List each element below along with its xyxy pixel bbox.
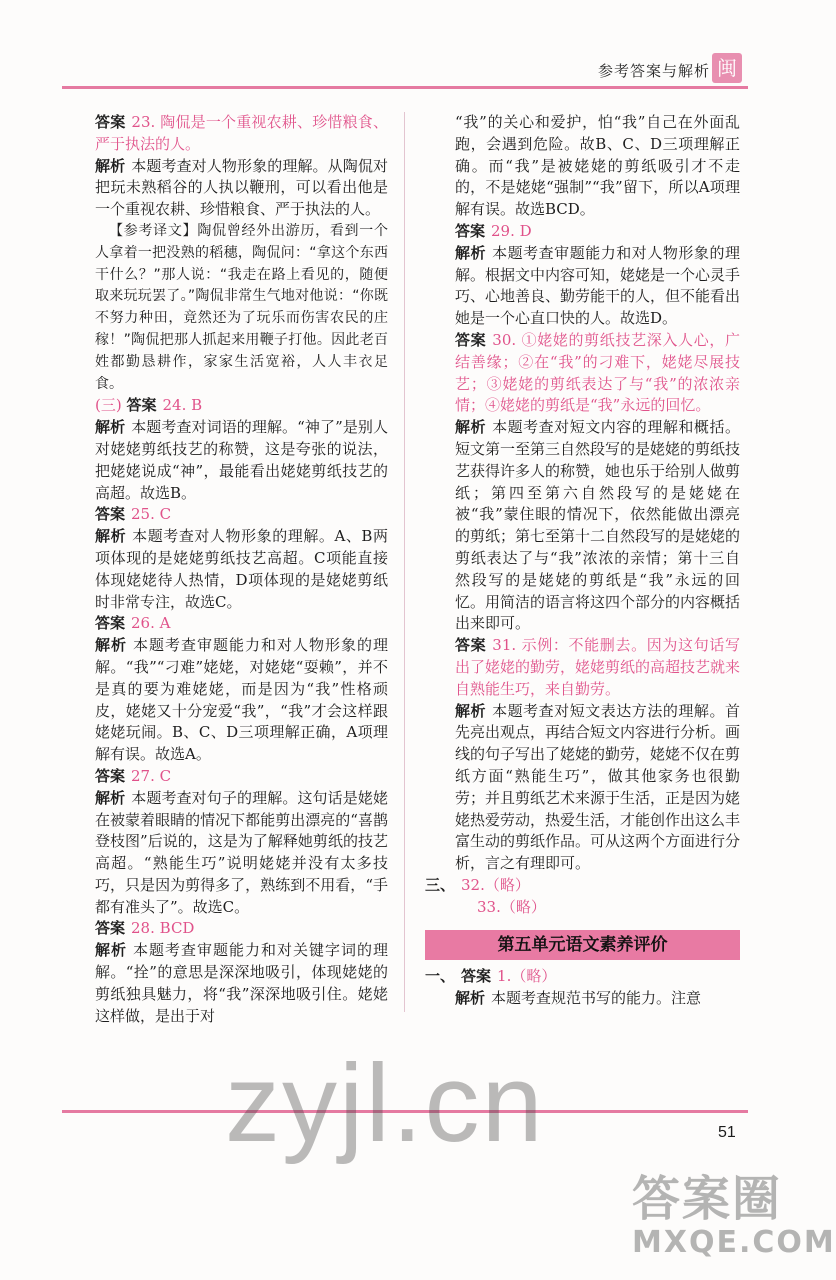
explanation-label: 解析 [455, 243, 487, 262]
answer-label: 答案 [126, 396, 157, 415]
answer-28 [95, 918, 388, 940]
explanation-30 [455, 417, 740, 635]
question-text: 32.（略） [461, 875, 530, 894]
left-column [95, 112, 388, 1027]
answer-label: 答案 [455, 221, 486, 240]
explanation-29 [455, 243, 740, 330]
answer-label: 答案 [455, 330, 487, 349]
answer-30 [455, 330, 740, 417]
explanation-31 [455, 701, 740, 875]
explanation-27 [95, 788, 388, 919]
explanation-text: 本题考查审题能力和对人物形象的理解。根据文中内容可知，姥姥是一个心灵手巧、心地善良、勤劳能干的人，但不能看出她是一个心直口快的人。故选D。 [455, 243, 741, 328]
explanation-text: 本题考查对词语的理解。“神了”是别人对姥姥剪纸技艺的称赞，这是夸张的说法，把姥姥说成“神”，最能看出姥姥剪纸技艺的高超。故选B。 [95, 418, 388, 502]
answer-text: 30. ①姥姥的剪纸技艺深入人心，广结善缘；②在“我”的刁难下，姥姥尽展技艺；③姥姥的剪纸表达了与“我”的浓浓亲情；④姥姥的剪纸是“我”永远的回忆。 [455, 330, 740, 415]
question-32 [425, 875, 740, 897]
unit-banner: 第五单元语文素养评价 [425, 930, 740, 960]
answer-label: 答案 [95, 919, 126, 938]
explanation-text: 本题考查对短文内容的理解和概括。短文第一至第三自然段写的是姥姥的剪纸技艺获得许多人的称赞，她也乐于给别人做剪纸；第四至第六自然段写的是姥姥在被“我”蒙住眼的情况下，依然能做出漂亮的剪纸；第七至第十二自然段写的是姥姥的剪纸表达了与“我”浓浓的亲情；第十三自然段写的是姥姥的剪纸是“我”永远的回忆。用简洁的语言将这四个部分的内容概括出来即可。 [455, 418, 741, 633]
header-title: 参考答案与解析 [597, 62, 710, 80]
explanation-text: 本题考查对人物形象的理解。从陶侃对把玩未熟稻谷的人执以鞭刑，可以看出他是一个重视农耕、珍惜粮食、严于执法的人。 [95, 156, 388, 219]
answer-label: 答案 [95, 113, 126, 131]
explanation-label: 解析 [95, 418, 126, 437]
explanation-23 [95, 156, 388, 221]
explanation-text: 本题考查对短文表达方法的理解。首先亮出观点，再结合短文内容进行分析。画线的句子写出了姥姥的勤劳，姥姥不仅在剪纸方面“熟能生巧”，做其他家务也很勤劳；并且剪纸艺术来源于生活，正是因为姥姥热爱劳动，热爱生活，才能创作出这么丰富生动的剪纸作品。可从这两个方面进行分析，言之有理即可。 [455, 701, 741, 873]
explanation-text: 本题考查对句子的理解。这句话是姥姥在被蒙着眼睛的情况下都能剪出漂亮的“喜鹊登枝图”后说的，这是为了解释她剪纸的技艺高超。“熟能生巧”说明姥姥并没有太多技巧，只是因为剪得多了，熟练到不用看，“手都有准头了”。故选C。 [95, 788, 388, 916]
footer-rule [62, 1110, 748, 1113]
explanation-label: 解析 [95, 941, 127, 960]
answer-text: 31. 示例：不能删去。因为这句话写出了姥姥的勤劳，姥姥剪纸的高超技艺就来自熟能生巧，来自勤劳。 [455, 636, 741, 698]
answer-text: 28. BCD [131, 919, 195, 938]
explanation-26 [95, 635, 388, 766]
column-divider [404, 112, 405, 1012]
answer-text: 25. C [131, 505, 172, 524]
section-marker: 三、 [425, 875, 456, 894]
header-rule [62, 86, 748, 89]
answer-23 [95, 112, 388, 156]
explanation-label: 解析 [455, 989, 486, 1008]
explanation-text: 本题考查对人物形象的理解。A、B两项体现的是姥姥剪纸技艺高超。C项能直接体现姥姥待人热情，D项体现的是姥姥剪纸时非常专注，故选C。 [95, 527, 388, 611]
question-text: 33.（略） [477, 897, 546, 916]
explanation-24 [95, 417, 388, 504]
explanation-label: 解析 [95, 788, 126, 807]
explanation-text: 本题考查审题能力和对关键字词的理解。“拴”的意思是深深地吸引，体现姥姥的剪纸独具魅力，将“我”深深地吸引住。姥姥这样做，是出于对 [95, 941, 388, 1025]
explanation-label: 解析 [95, 636, 127, 655]
answer-text: 1.（略） [497, 967, 557, 986]
explanation-1 [455, 988, 740, 1010]
logo-text: 答案圈 [632, 1171, 783, 1227]
answer-label: 答案 [95, 614, 126, 633]
answer-label: 答案 [455, 636, 487, 655]
section-marker: (三) [95, 396, 122, 415]
answer-label: 答案 [95, 766, 126, 785]
reference-translation: 【参考译文】陶侃曾经外出游历，看到一个人拿着一把没熟的稻穗，陶侃问：“拿这个东西干什么？”那人说：“我走在路上看见的，随便取来玩玩罢了。”陶侃非常生气地对他说：“你既不努力种田，竟然还为了玩乐而伤害农民的庄稼！”陶侃把那人抓起来用鞭子打他。因此老百姓都勤恳耕作，家家生活宽裕，人人丰衣足食。 [95, 222, 388, 392]
answer-25 [95, 504, 388, 526]
answer-text: 27. C [131, 766, 172, 785]
logo-domain: MXQE.COM [632, 1225, 836, 1260]
explanation-28-continued: “我”的关心和爱护，怕“我”自己在外面乱跑，会遇到危险。故B、C、D三项理解正确。而“我”是被姥姥的剪纸吸引才不走的，不是姥姥“强制”“我”留下，所以A项理解有误。故选BCD。 [455, 113, 740, 219]
explanation-label: 解析 [95, 527, 127, 546]
explanation-label: 解析 [455, 701, 487, 720]
answer-text: 26. A [131, 614, 171, 633]
answer-31 [455, 635, 740, 700]
explanation-25 [95, 526, 388, 613]
answer-text: 29. D [491, 221, 532, 240]
page-number: 51 [718, 1124, 736, 1141]
explanation-28 [95, 940, 388, 1027]
answer-26 [95, 613, 388, 635]
question-33 [477, 897, 740, 919]
answer-text: 23. 陶侃是一个重视农耕、珍惜粮食、严于执法的人。 [95, 113, 388, 153]
explanation-text: 本题考查审题能力和对人物形象的理解。“我”“刁难”姥姥，对姥姥“耍赖”，并不是真的要为难姥姥，而是因为“我”性格顽皮，姥姥又十分宠爱“我”，“我”才会这样跟姥姥玩闹。B、C、D三项理解正确，A项理解有误。故选A。 [95, 636, 388, 764]
explanation-label: 解析 [455, 418, 487, 437]
answer-label: 答案 [95, 505, 126, 524]
site-logo [632, 1160, 836, 1270]
header-badge: 闽 [712, 53, 742, 83]
right-column [425, 112, 741, 1010]
answer-1 [425, 966, 740, 988]
answer-27 [95, 766, 388, 788]
answer-label: 答案 [461, 967, 492, 986]
answer-text: 24. B [162, 396, 203, 415]
watermark: zyjl.cn [225, 1042, 545, 1165]
explanation-label: 解析 [95, 156, 126, 175]
answer-29 [455, 221, 740, 243]
answer-24 [95, 395, 388, 417]
explanation-text: 本题考查规范书写的能力。注意 [491, 989, 702, 1008]
section-marker: 一、 [425, 967, 456, 986]
